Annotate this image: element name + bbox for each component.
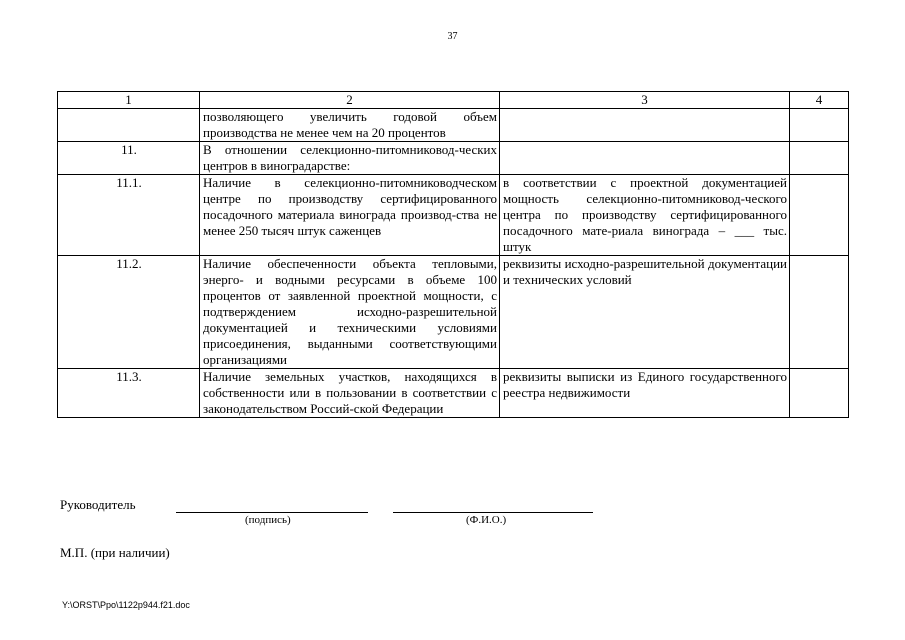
name-line: [393, 512, 593, 513]
header-col-1: 1: [58, 92, 200, 109]
requirement-cell: Наличие в селекционно-питомниководческом центре по производству сертифицированного посадочного материала винограда производ-ства не менее 250 тысяч штук саженцев: [200, 175, 500, 256]
table-row: [58, 109, 849, 142]
head-label: Руководитель: [60, 497, 136, 512]
row-number: 11.2.: [58, 256, 200, 369]
requirements-table: [57, 91, 849, 418]
file-path: Y:\ORST\Ppo\1122p944.f21.doc: [62, 600, 190, 610]
note-cell: [790, 109, 849, 142]
confirmation-cell: реквизиты выписки из Единого государственного реестра недвижимости: [500, 369, 790, 418]
header-col-2: 2: [200, 92, 500, 109]
header-col-4: 4: [790, 92, 849, 109]
page-number: 37: [447, 31, 458, 42]
confirmation-cell: [500, 109, 790, 142]
row-number: 11.1.: [58, 175, 200, 256]
signature-caption: (подпись): [245, 514, 291, 526]
table-row: [58, 369, 849, 418]
name-caption: (Ф.И.О.): [466, 514, 507, 526]
row-number: 11.3.: [58, 369, 200, 418]
confirmation-cell: [500, 142, 790, 175]
requirement-cell: позволяющего увеличить годовой объем производства не менее чем на 20 процентов: [200, 109, 500, 142]
note-cell: [790, 142, 849, 175]
confirmation-cell: реквизиты исходно-разрешительной документации и технических условий: [500, 256, 790, 369]
requirement-cell: Наличие обеспеченности объекта тепловыми, энерго- и водными ресурсами в объеме 100 процентов от заявленной проектной мощности, с подтверждением исходно-разрешительной документацией и техническими условиями присоединения, выданными соответствующими организациями: [200, 256, 500, 369]
confirmation-cell: в соответствии с проектной документацией мощность селекционно-питомниковод-ческого центра по производству сертифицированного посадочного мате-риала винограда – ___ тыс. штук: [500, 175, 790, 256]
table-row: [58, 142, 849, 175]
note-cell: [790, 256, 849, 369]
stamp-label: М.П. (при наличии): [60, 545, 170, 560]
note-cell: [790, 175, 849, 256]
requirement-cell: Наличие земельных участков, находящихся в собственности или в пользовании в соответствии с законодательством Россий-ской Федерации: [200, 369, 500, 418]
header-col-3: 3: [500, 92, 790, 109]
row-number: [58, 109, 200, 142]
requirement-cell: В отношении селекционно-питомниковод-ческих центров в виноградарстве:: [200, 142, 500, 175]
table-row: [58, 175, 849, 256]
note-cell: [790, 369, 849, 418]
row-number: 11.: [58, 142, 200, 175]
table-header-row: [58, 92, 849, 109]
table-row: [58, 256, 849, 369]
signature-line: [176, 512, 368, 513]
